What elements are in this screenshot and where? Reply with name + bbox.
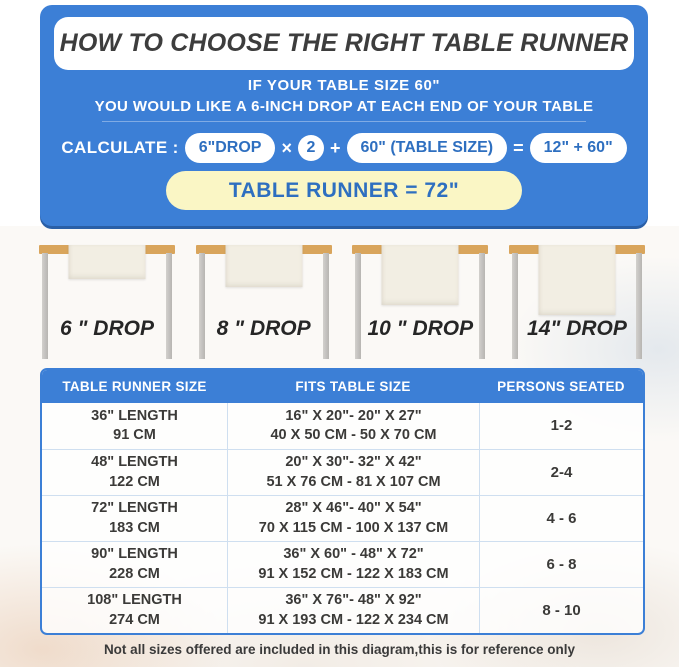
table-illustration-10-drop — [352, 245, 488, 361]
fits-inches: 28" X 46"- 40" X 54" — [285, 500, 422, 517]
runner-size-inches: 90" LENGTH — [91, 546, 178, 563]
hero-card — [40, 5, 648, 226]
persons-seated: 8 - 10 — [542, 601, 581, 619]
column-header-runner-size: TABLE RUNNER SIZE — [62, 379, 207, 394]
runner-size-cm: 228 CM — [109, 565, 160, 582]
runner-size-inches: 108" LENGTH — [87, 592, 182, 609]
fits-inches: 16" X 20"- 20" X 27" — [285, 407, 422, 424]
persons-cell — [479, 542, 643, 587]
divider-line — [102, 121, 586, 122]
result-row — [40, 171, 648, 210]
persons-cell — [479, 403, 643, 449]
fits-table-cell — [227, 403, 479, 449]
table-illustration-8-drop — [196, 245, 332, 361]
table-leg-left — [355, 253, 361, 359]
fits-inches: 20" X 30"- 32" X 42" — [285, 454, 422, 471]
runner-size-cell — [42, 496, 227, 541]
table-leg-left — [512, 253, 518, 359]
drop-label: 8 " DROP — [216, 317, 311, 340]
sum-pill: 12" + 60" — [530, 133, 627, 163]
table-leg-right — [323, 253, 329, 359]
table-leg-right — [636, 253, 642, 359]
drop-label: 10 " DROP — [367, 317, 474, 340]
drop-pill: 6"DROP — [185, 133, 276, 163]
fits-cm: 91 X 193 CM - 122 X 234 CM — [258, 611, 449, 628]
column-header-fits-table: FITS TABLE SIZE — [295, 379, 411, 394]
table-body — [42, 403, 643, 633]
multiplier-circle: 2 — [298, 135, 324, 161]
drop-label: 6 " DROP — [60, 317, 154, 340]
table-row — [42, 403, 643, 449]
subtitle-line-2: YOU WOULD LIKE A 6-INCH DROP AT EACH END OF YOUR TABLE — [94, 98, 594, 115]
runner-size-inches: 48" LENGTH — [91, 454, 178, 471]
table-size-pill: 60" (TABLE SIZE) — [347, 133, 508, 163]
calculate-label: CALCULATE : — [61, 138, 179, 157]
table-illustration-6-drop — [39, 245, 175, 361]
runner-size-cm: 183 CM — [109, 519, 160, 536]
persons-seated: 4 - 6 — [546, 509, 577, 527]
fits-inches: 36" X 76"- 48" X 92" — [285, 592, 422, 609]
page-title: HOW TO CHOOSE THE RIGHT TABLE RUNNER — [59, 29, 629, 57]
runner-size-cm: 274 CM — [109, 611, 160, 628]
fits-table-cell — [227, 450, 479, 495]
runner-cloth — [382, 245, 459, 305]
drop-label: 14" DROP — [527, 317, 627, 340]
footer-note: Not all sizes offered are included in this diagram,this is for reference only — [103, 642, 576, 657]
fits-cm: 40 X 50 CM - 50 X 70 CM — [270, 427, 437, 443]
runner-result-pill: TABLE RUNNER = 72" — [166, 171, 522, 210]
persons-seated: 6 - 8 — [546, 555, 577, 573]
subtitle-line-1: IF YOUR TABLE SIZE 60" — [247, 77, 441, 94]
persons-seated: 1-2 — [550, 417, 573, 435]
fits-cm: 51 X 76 CM - 81 X 107 CM — [266, 473, 441, 490]
runner-cloth — [538, 245, 615, 315]
calculation-row — [40, 131, 648, 165]
runner-size-cm: 91 CM — [113, 427, 156, 443]
table-row — [42, 541, 643, 587]
fits-table-cell — [227, 542, 479, 587]
runner-cloth — [225, 245, 302, 287]
table-row — [42, 495, 643, 541]
table-leg-left — [42, 253, 48, 359]
times-sign: × — [281, 137, 292, 158]
runner-size-cell — [42, 588, 227, 633]
fits-cm: 91 X 152 CM - 122 X 183 CM — [258, 565, 449, 582]
table-row — [42, 449, 643, 495]
persons-cell — [479, 588, 643, 633]
table-leg-right — [166, 253, 172, 359]
persons-seated: 2-4 — [550, 463, 573, 481]
fits-cm: 70 X 115 CM - 100 X 137 CM — [258, 519, 449, 536]
fits-table-cell — [227, 588, 479, 633]
fits-table-cell — [227, 496, 479, 541]
column-header-persons: PERSONS SEATED — [497, 379, 625, 394]
table-illustration-14-drop — [509, 245, 645, 361]
runner-size-inches: 72" LENGTH — [91, 500, 178, 517]
persons-cell — [479, 450, 643, 495]
runner-cloth — [69, 245, 146, 279]
size-chart-table — [40, 368, 645, 635]
runner-size-cell — [42, 450, 227, 495]
runner-size-cm: 122 CM — [109, 473, 160, 490]
plus-sign: + — [329, 137, 341, 158]
runner-size-cell — [42, 403, 227, 449]
runner-size-inches: 36" LENGTH — [91, 407, 178, 424]
equals-sign: = — [513, 137, 524, 158]
runner-size-cell — [42, 542, 227, 587]
table-leg-left — [199, 253, 205, 359]
drop-illustrations — [39, 245, 645, 361]
table-header-row — [42, 370, 643, 403]
table-row — [42, 587, 643, 633]
persons-cell — [479, 496, 643, 541]
title-box — [54, 17, 634, 70]
table-leg-right — [479, 253, 485, 359]
fits-inches: 36" X 60" - 48" X 72" — [283, 546, 424, 563]
